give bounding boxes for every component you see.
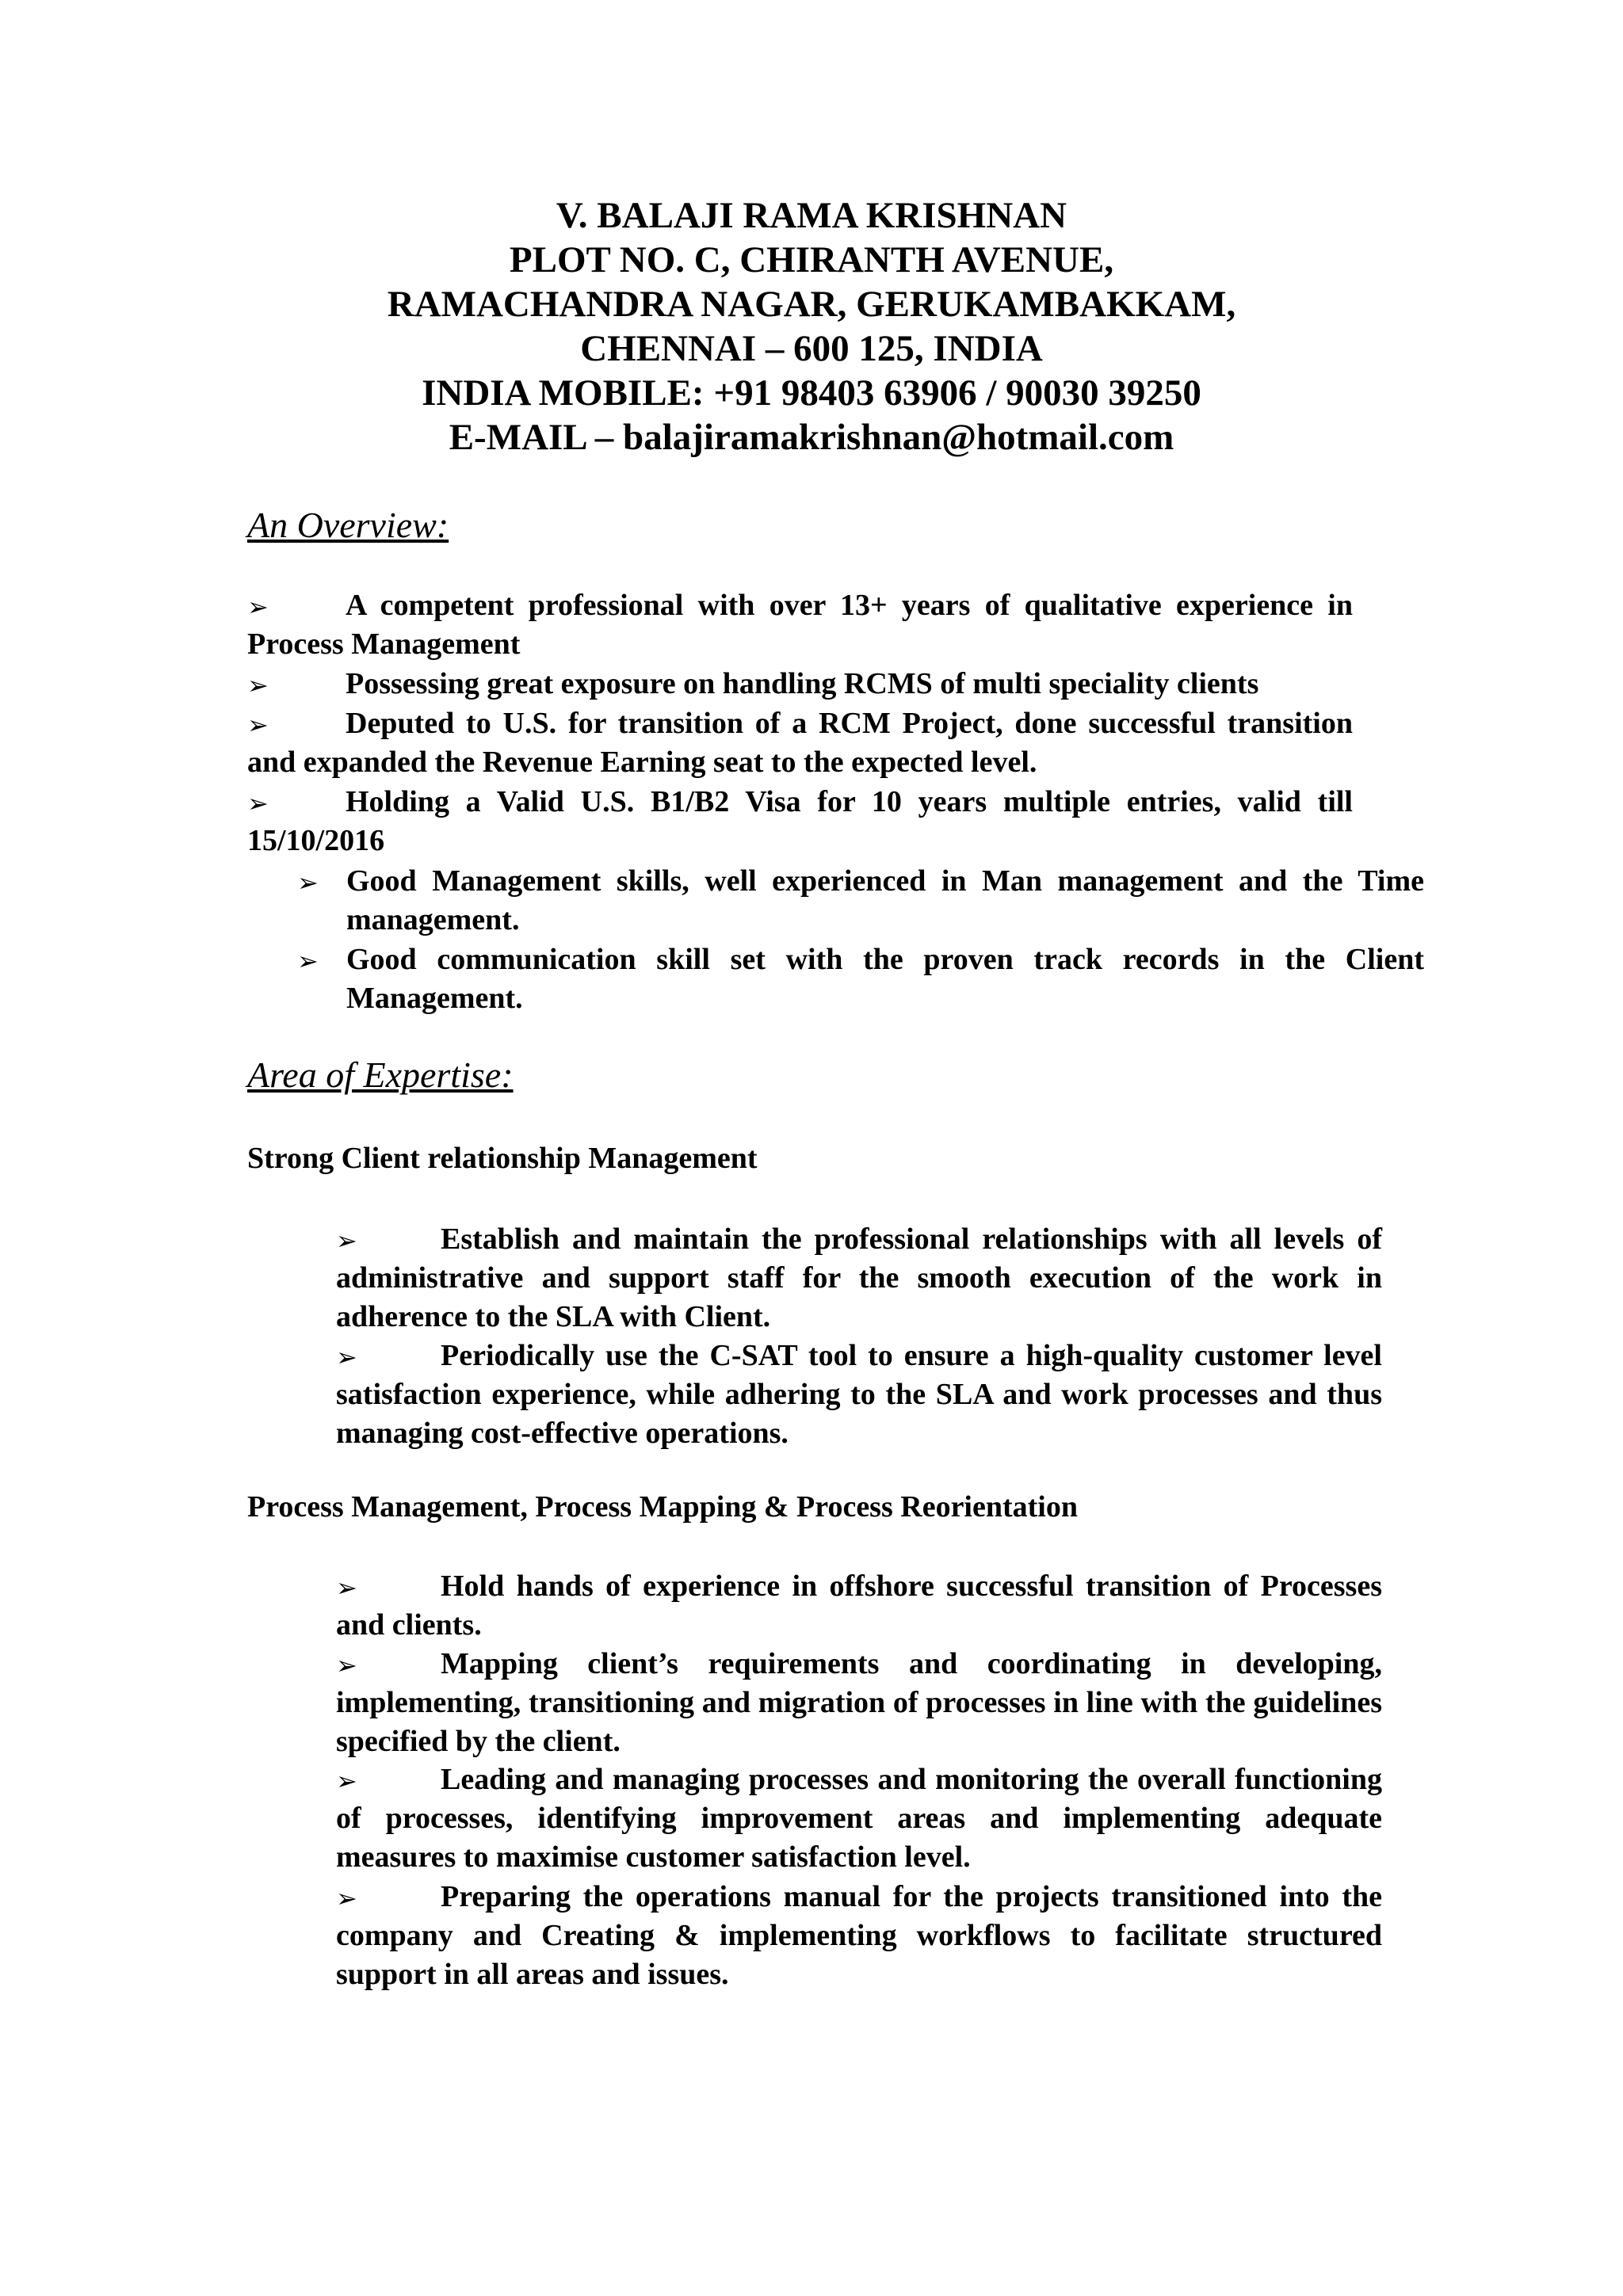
- mobile-number: INDIA MOBILE: +91 98403 63906 / 90030 39250: [422, 372, 1201, 414]
- overview-indented-bullet: ➢ Good communication skill set with the proven track records in the Client Management.: [297, 943, 1424, 1015]
- expertise-bullet: ➢ Leading and managing processes and monitoring the overall functioning of processes, identifying improvement areas and implementing adequate measures to maximise customer satisfaction level.: [336, 1763, 1382, 1874]
- expertise-bullet: ➢ Periodically use the C-SAT tool to ensure a high-quality customer level satisfaction experience, while adhering to the SLA and work processes and thus managing cost-effective operations.: [336, 1339, 1382, 1450]
- expertise-bullet: ➢ Establish and maintain the professional relationships with all levels of administrative and support staff for the smooth execution of the work in adherence to the SLA with Client.: [336, 1222, 1382, 1333]
- overview-title: An Overview:: [247, 505, 449, 545]
- arrow-bullet-icon: ➢: [247, 592, 269, 622]
- overview-bullet: ➢ Possessing great exposure on handling RCMS of multi speciality clients: [247, 665, 1353, 704]
- expertise-bullet: ➢ Mapping client’s requirements and coordinating in developing, implementing, transitioning and migration of processes in line with the guidelines specified by the client.: [336, 1647, 1382, 1758]
- arrow-bullet-icon: ➢: [336, 1226, 357, 1256]
- overview-bullet: ➢ A competent professional with over 13+ years of qualitative experience in Process Management: [247, 589, 1353, 661]
- overview-bullet: ➢ Deputed to U.S. for transition of a RCM Project, done successful transition and expanded the Revenue Earning seat to the expected level.: [247, 707, 1353, 779]
- expertise-bullet: ➢ Hold hands of experience in offshore successful transition of Processes and clients.: [336, 1569, 1382, 1642]
- arrow-bullet-icon: ➢: [297, 868, 319, 898]
- expertise-title: Area of Expertise:: [247, 1055, 514, 1095]
- arrow-bullet-icon: ➢: [336, 1766, 357, 1796]
- candidate-name: V. BALAJI RAMA KRISHNAN: [556, 195, 1067, 236]
- address-line-3: CHENNAI – 600 125, INDIA: [580, 328, 1043, 369]
- arrow-bullet-icon: ➢: [297, 946, 319, 976]
- expertise-bullet: ➢ Preparing the operations manual for the projects transitioned into the company and Creating & implementing workflows to facilitate structured support in all areas and issues.: [336, 1880, 1382, 1991]
- address-line-1: PLOT NO. C, CHIRANTH AVENUE,: [509, 239, 1114, 280]
- arrow-bullet-icon: ➢: [336, 1342, 357, 1372]
- expertise-heading: Process Management, Process Mapping & Process Reorientation: [247, 1490, 1078, 1524]
- overview-indented-bullet: ➢ Good Management skills, well experienced in Man management and the Time management.: [297, 864, 1424, 936]
- arrow-bullet-icon: ➢: [247, 670, 269, 700]
- overview-bullet: ➢ Holding a Valid U.S. B1/B2 Visa for 10 years multiple entries, valid till 15/10/2016: [247, 785, 1353, 857]
- email-address: E-MAIL – balajiramakrishnan@hotmail.com: [449, 417, 1174, 458]
- resume-header: [0, 193, 1623, 460]
- arrow-bullet-icon: ➢: [247, 788, 269, 818]
- arrow-bullet-icon: ➢: [336, 1650, 357, 1680]
- arrow-bullet-icon: ➢: [336, 1883, 357, 1913]
- address-line-2: RAMACHANDRA NAGAR, GERUKAMBAKKAM,: [387, 284, 1236, 325]
- arrow-bullet-icon: ➢: [247, 710, 269, 740]
- arrow-bullet-icon: ➢: [336, 1573, 357, 1603]
- expertise-heading: Strong Client relationship Management: [247, 1142, 758, 1175]
